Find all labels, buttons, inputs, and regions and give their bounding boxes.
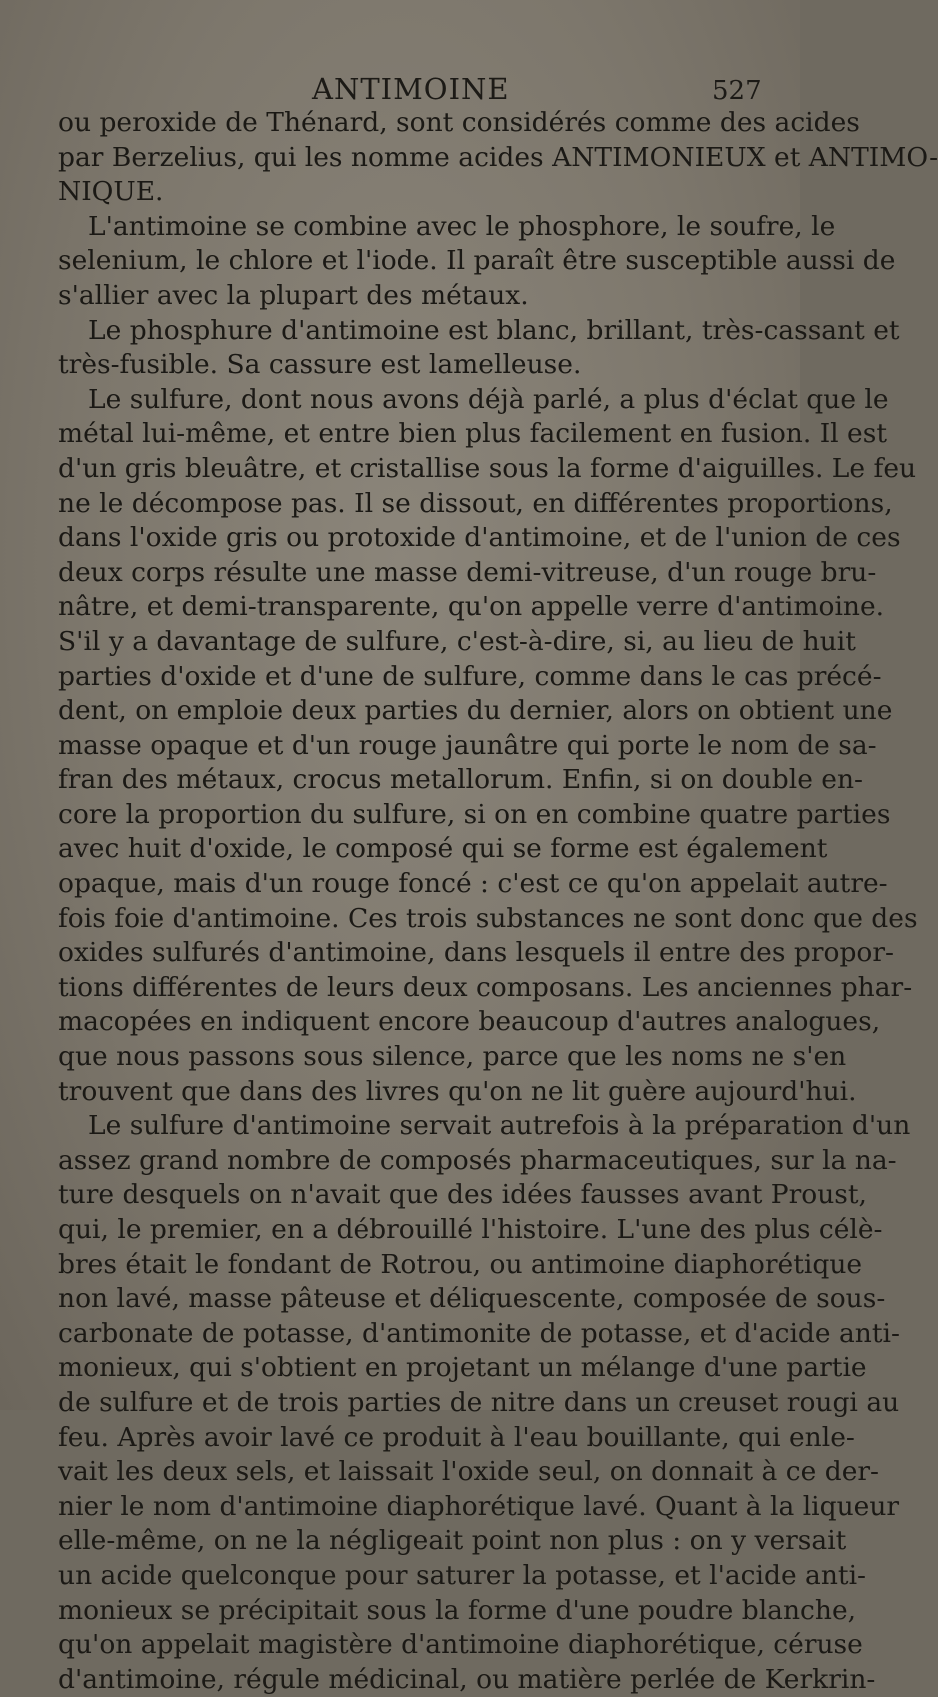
text-line: monieux se précipitait sous la forme d'une poudre blanche, <box>58 1594 857 1626</box>
text-line: feu. Après avoir lavé ce produit à l'eau bouillante, qui enle- <box>58 1421 855 1453</box>
text-line: dans l'oxide gris ou protoxide d'antimoine, et de l'union de ces <box>58 522 901 554</box>
text-line: opaque, mais d'un rouge foncé : c'est ce qu'on appelait autre- <box>58 868 888 900</box>
text-line: par Berzelius, qui les nomme acides ANTIMONIEUX et ANTIMO- <box>58 141 938 173</box>
text-line: qu'on appelait magistère d'antimoine diaphorétique, céruse <box>58 1629 863 1661</box>
text-line: Le phosphure d'antimoine est blanc, brillant, très-cassant et <box>88 314 900 346</box>
text-line: core la proportion du sulfure, si on en combine quatre parties <box>58 798 891 830</box>
text-line: un acide quelconque pour saturer la potasse, et l'acide anti- <box>58 1559 867 1591</box>
text-line: Le sulfure, dont nous avons déjà parlé, a plus d'éclat que le <box>88 383 889 415</box>
text-line: selenium, le chlore et l'iode. Il paraît être susceptible aussi de <box>58 245 896 277</box>
text-line: masse opaque et d'un rouge jaunâtre qui porte le nom de sa- <box>58 729 877 761</box>
text-line: s'allier avec la plupart des métaux. <box>58 279 529 311</box>
text-line: d'antimoine, régule médicinal, ou matière perlée de Kerkrin- <box>58 1663 876 1695</box>
text-line: carbonate de potasse, d'antimonite de potasse, et d'acide anti- <box>58 1317 900 1349</box>
text-line: nier le nom d'antimoine diaphorétique lavé. Quant à la liqueur <box>58 1490 900 1522</box>
text-line: fois foie d'antimoine. Ces trois substances ne sont donc que des <box>58 902 918 934</box>
text-line: qui, le premier, en a débrouillé l'histoire. L'une des plus célè- <box>58 1214 883 1245</box>
text-line: ture desquels on n'avait que des idées fausses avant Proust, <box>58 1179 867 1211</box>
text-line: monieux, qui s'obtient en projetant un mélange d'une partie <box>58 1352 867 1384</box>
text-line: S'il y a davantage de sulfure, c'est-à-dire, si, au lieu de huit <box>58 625 856 657</box>
text-line: deux corps résulte une masse demi-vitreuse, d'un rouge bru- <box>58 556 877 588</box>
text-line: non lavé, masse pâteuse et déliquescente, composée de sous- <box>58 1283 886 1315</box>
text-line: très-fusible. Sa cassure est lamelleuse. <box>58 349 582 381</box>
text-line: métal lui-même, et entre bien plus facilement en fusion. Il est <box>58 418 887 450</box>
text-line: de sulfure et de trois parties de nitre dans un creuset rougi au <box>58 1386 900 1418</box>
text-line: macopées en indiquent encore beaucoup d'autres analogues, <box>58 1006 881 1038</box>
text-line: assez grand nombre de composés pharmaceutiques, sur la na- <box>58 1144 897 1176</box>
text-line: ne le décompose pas. Il se dissout, en différentes proportions, <box>58 487 893 519</box>
text-line: dent, on emploie deux parties du dernier, alors on obtient une <box>58 695 893 727</box>
text-line: trouvent que dans des livres qu'on ne lit guère aujourd'hui. <box>58 1075 857 1107</box>
page-number: 527 <box>712 76 762 106</box>
text-line: tions différentes de leurs deux composans. Les anciennes phar- <box>58 971 913 1003</box>
text-line: bres était le fondant de Rotrou, ou antimoine diaphorétique <box>58 1248 863 1280</box>
text-line: oxides sulfurés d'antimoine, dans lesquels il entre des propor- <box>58 937 894 969</box>
running-title: ANTIMOINE <box>312 72 510 106</box>
text-line: vait les deux sels, et laissait l'oxide seul, on donnait à ce der- <box>58 1456 879 1488</box>
text-line: avec huit d'oxide, le composé qui se forme est également <box>58 833 828 865</box>
text-line: nâtre, et demi-transparente, qu'on appelle verre d'antimoine. <box>58 591 885 623</box>
text-line: NIQUE. <box>58 176 164 208</box>
text-line: Le sulfure d'antimoine servait autrefois à la préparation d'un <box>88 1110 911 1142</box>
text-line: d'un gris bleuâtre, et cristallise sous la forme d'aiguilles. Le feu <box>58 452 917 484</box>
text-line: elle-même, on ne la négligeait point non plus : on y versait <box>58 1525 847 1557</box>
text-line: ou peroxide de Thénard, sont considérés comme des acides <box>58 107 860 138</box>
body-text <box>58 106 938 1697</box>
text-line: fran des métaux, crocus metallorum. Enfin, si on double en- <box>58 764 864 796</box>
text-line: que nous passons sous silence, parce que les noms ne s'en <box>58 1041 847 1073</box>
text-line: parties d'oxide et d'une de sulfure, comme dans le cas précé- <box>58 660 882 692</box>
text-line: L'antimoine se combine avec le phosphore, le soufre, le <box>88 210 836 242</box>
